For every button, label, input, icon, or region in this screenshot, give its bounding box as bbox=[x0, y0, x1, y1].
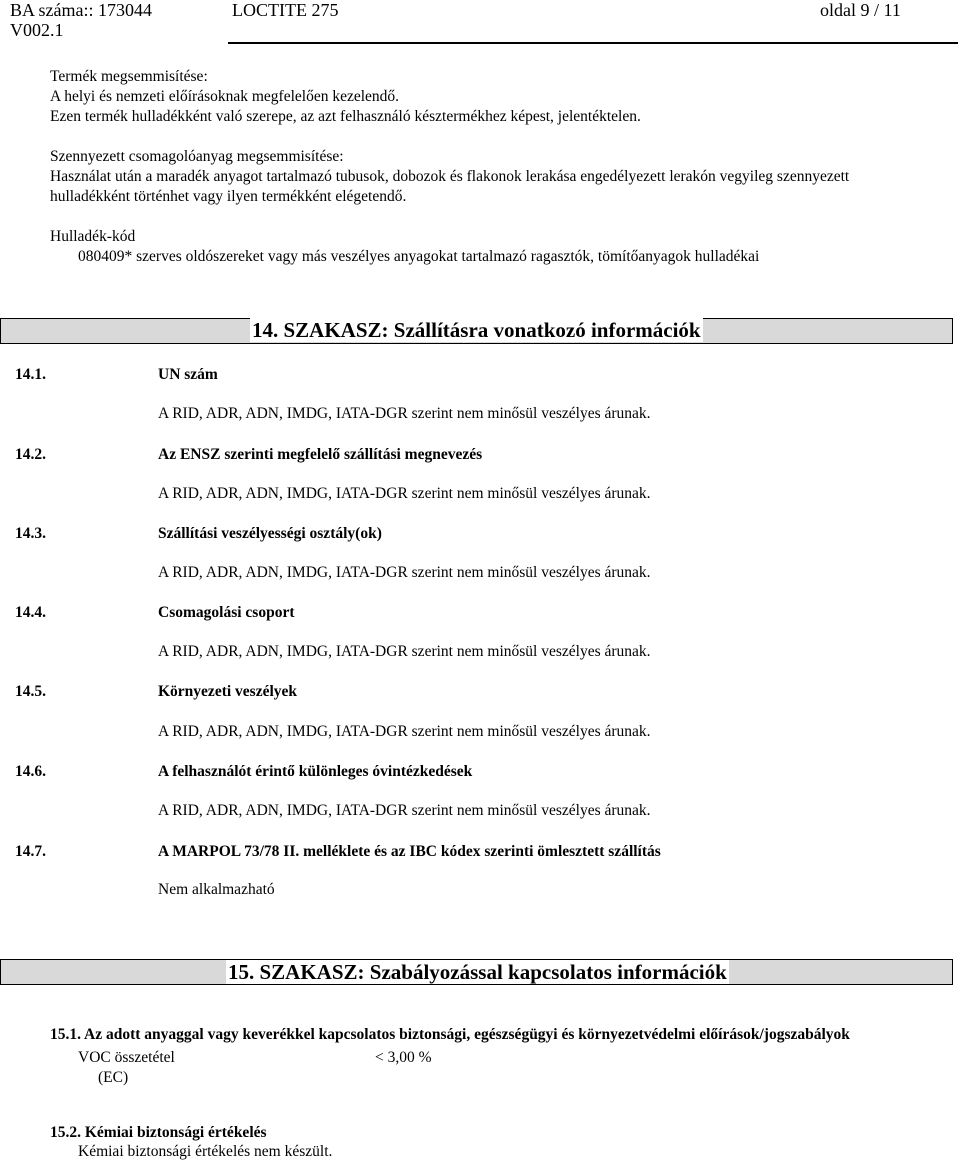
item-value: A RID, ADR, ADN, IMDG, IATA-DGR szerint nem minősül veszélyes árunak. bbox=[158, 802, 651, 819]
section15-sub2-text: Kémiai biztonsági értékelés nem készült. bbox=[78, 1143, 333, 1160]
item-number: 14.7. bbox=[15, 843, 46, 860]
section15-title: 15. SZAKASZ: Szabályozással kapcsolatos információk bbox=[228, 960, 727, 984]
disposal-product-title: Termék megsemmisítése: bbox=[50, 68, 208, 85]
item-title: Csomagolási csoport bbox=[158, 604, 295, 621]
packaging-line2: hulladékként történhet vagy ilyen termékként elégetendő. bbox=[50, 188, 407, 205]
page-number: oldal 9 / 11 bbox=[820, 0, 901, 20]
item-value: A RID, ADR, ADN, IMDG, IATA-DGR szerint nem minősül veszélyes árunak. bbox=[158, 723, 651, 740]
version: V002.1 bbox=[10, 20, 64, 40]
item-number: 14.4. bbox=[15, 604, 46, 621]
header-rule bbox=[228, 42, 958, 44]
item-title: Környezeti veszélyek bbox=[158, 683, 298, 700]
disposal-product-line2: Ezen termék hulladékként való szerepe, az azt felhasználó késztermékhez képest, jelentéktelen. bbox=[50, 108, 641, 125]
section14-title: 14. SZAKASZ: Szállításra vonatkozó információk bbox=[252, 318, 701, 342]
item-number: 14.1. bbox=[15, 366, 46, 383]
item-title: A felhasználót érintő különleges óvintézkedések bbox=[158, 763, 473, 780]
item-value: A RID, ADR, ADN, IMDG, IATA-DGR szerint nem minősül veszélyes árunak. bbox=[158, 564, 651, 581]
ba-number: BA száma:: 173044 bbox=[10, 0, 152, 20]
voc-label: VOC összetétel bbox=[78, 1049, 175, 1066]
section15-sub1-title: 15.1. Az adott anyaggal vagy keverékkel kapcsolatos biztonsági, egészségügyi és környezetvédelmi előírások/jogszabályok bbox=[50, 1026, 850, 1043]
waste-code-title: Hulladék-kód bbox=[50, 228, 136, 245]
item-title: Az ENSZ szerinti megfelelő szállítási megnevezés bbox=[158, 446, 483, 463]
item-value: A RID, ADR, ADN, IMDG, IATA-DGR szerint nem minősül veszélyes árunak. bbox=[158, 485, 651, 502]
item-title: A MARPOL 73/78 II. melléklete és az IBC kódex szerinti ömlesztett szállítás bbox=[158, 843, 661, 860]
item-number: 14.3. bbox=[15, 525, 46, 542]
item-value: A RID, ADR, ADN, IMDG, IATA-DGR szerint nem minősül veszélyes árunak. bbox=[158, 643, 651, 660]
disposal-product-line1: A helyi és nemzeti előírásoknak megfelelően kezelendő. bbox=[50, 88, 400, 105]
item-value: A RID, ADR, ADN, IMDG, IATA-DGR szerint nem minősül veszélyes árunak. bbox=[158, 405, 651, 422]
section15-sub2-title: 15.2. Kémiai biztonsági értékelés bbox=[50, 1124, 267, 1141]
item-value: Nem alkalmazható bbox=[158, 881, 275, 898]
voc-value: < 3,00 % bbox=[375, 1049, 432, 1066]
item-number: 14.6. bbox=[15, 763, 46, 780]
packaging-title: Szennyezett csomagolóanyag megsemmisítése: bbox=[50, 148, 344, 165]
voc-sub-label: (EC) bbox=[98, 1069, 129, 1086]
product-name: LOCTITE 275 bbox=[232, 0, 339, 20]
item-title: UN szám bbox=[158, 366, 218, 383]
item-number: 14.2. bbox=[15, 446, 46, 463]
item-title: Szállítási veszélyességi osztály(ok) bbox=[158, 525, 382, 542]
waste-code-text: 080409* szerves oldószereket vagy más veszélyes anyagokat tartalmazó ragasztók, tömítőanyagok hulladékai bbox=[78, 248, 760, 265]
item-number: 14.5. bbox=[15, 683, 46, 700]
packaging-line1: Használat után a maradék anyagot tartalmazó tubusok, dobozok és flakonok lerakása engedélyezett lerakón vegyileg szennyezett bbox=[50, 168, 850, 185]
